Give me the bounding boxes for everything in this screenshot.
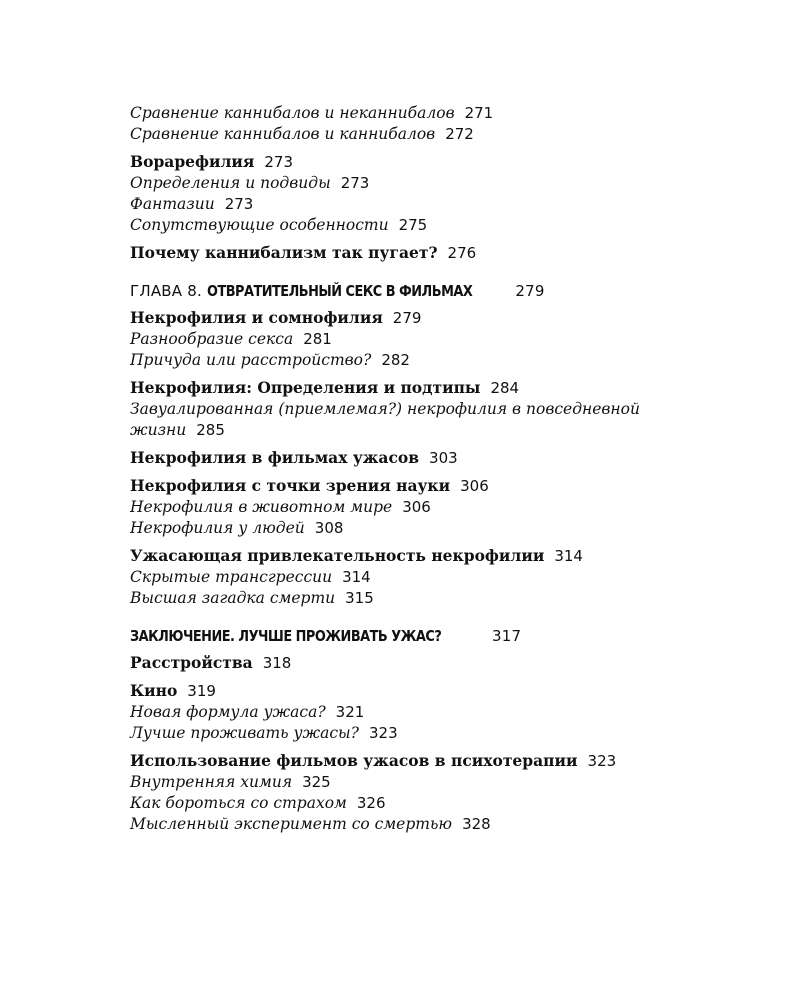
- toc-entry: [130, 350, 710, 371]
- toc-section-title: Некрофилия: Определения и подтипы: [130, 378, 481, 397]
- toc-page-number: 328: [462, 815, 491, 833]
- toc-entry-title: Фантазии: [130, 195, 215, 213]
- toc-page-number: 276: [447, 244, 477, 262]
- toc-page-number: 273: [264, 153, 294, 171]
- toc-page-number: 321: [335, 703, 365, 721]
- toc-page-number: 284: [490, 379, 520, 397]
- toc-section-title: Почему каннибализм так пугает?: [130, 243, 438, 262]
- toc-section: [130, 447, 710, 469]
- toc-section-title: Кино: [130, 681, 178, 700]
- toc-page-number: 325: [302, 773, 331, 791]
- toc-entry-title: Причуда или расстройство?: [130, 351, 372, 369]
- toc-page-number: 326: [356, 794, 386, 812]
- toc-entry-title: Некрофилия в животном мире: [130, 498, 393, 516]
- toc-page-number: 271: [464, 104, 494, 122]
- toc-entry-title: Внутренняя химия: [130, 773, 293, 791]
- toc-entry: [130, 497, 710, 518]
- toc-chapter-heading: [130, 281, 710, 302]
- toc-page-number: 317: [491, 627, 522, 645]
- toc-section: [130, 652, 710, 674]
- toc-section: [130, 377, 710, 399]
- toc-page-number: 314: [554, 547, 583, 565]
- toc-page-number: 318: [262, 654, 292, 672]
- toc-page-number: 285: [196, 421, 225, 439]
- toc-entry: [130, 329, 710, 350]
- toc-section: [130, 475, 710, 497]
- toc-entry-title: Новая формула ужаса?: [130, 703, 326, 721]
- toc-page-number: 275: [398, 216, 428, 234]
- toc-page-number: 323: [368, 724, 398, 742]
- table-of-contents: [130, 103, 710, 835]
- toc-page-number: 315: [345, 589, 374, 607]
- toc-section: [130, 242, 710, 264]
- toc-page-number: 303: [429, 449, 458, 467]
- toc-entry: [130, 772, 710, 793]
- toc-page-number: 272: [445, 125, 474, 143]
- toc-page-number: 279: [515, 282, 545, 300]
- toc-entry: [130, 103, 710, 124]
- toc-page-number: 306: [460, 477, 489, 495]
- toc-entry: [130, 588, 710, 609]
- toc-section-title: Некрофилия с точки зрения науки: [130, 476, 451, 495]
- toc-entry-title: Сравнение каннибалов и неканнибалов: [130, 104, 455, 122]
- toc-entry: [130, 702, 710, 723]
- toc-section-title: Расстройства: [130, 653, 253, 672]
- toc-entry: [130, 194, 710, 215]
- toc-page-number: 282: [381, 351, 410, 369]
- toc-entry-title: Некрофилия у людей: [130, 519, 305, 537]
- toc-section: [130, 750, 710, 772]
- toc-entry: [130, 814, 710, 835]
- toc-entry-title: Определения и подвиды: [130, 174, 331, 192]
- toc-entry: [130, 723, 710, 744]
- chapter-label: ГЛАВА 8.: [130, 282, 202, 300]
- toc-entry-title: Разнообразие секса: [130, 330, 294, 348]
- toc-entry: [130, 567, 710, 588]
- toc-section-title: Использование фильмов ужасов в психотерапии: [130, 751, 578, 770]
- toc-entry-title: Сравнение каннибалов и каннибалов: [130, 125, 436, 143]
- toc-page-number: 273: [224, 195, 254, 213]
- chapter-title: ОТВРАТИТЕЛЬНЫЙ СЕКС В ФИЛЬМАХ: [206, 282, 473, 300]
- toc-entry: [130, 399, 695, 441]
- toc-entry-title: Сопутствующие особенности: [130, 216, 389, 234]
- toc-page-number: 314: [342, 568, 371, 586]
- toc-entry-title: Мысленный эксперимент со смертью: [130, 815, 453, 833]
- toc-entry: [130, 124, 710, 145]
- toc-entry-title: Как бороться со страхом: [130, 794, 347, 812]
- toc-section: [130, 545, 710, 567]
- toc-section: [130, 151, 710, 173]
- toc-section-title: Ворарефилия: [130, 152, 255, 171]
- toc-entry: [130, 173, 710, 194]
- toc-page-number: 323: [587, 752, 617, 770]
- toc-page-number: 319: [187, 682, 216, 700]
- toc-page-number: 281: [303, 330, 332, 348]
- toc-section: [130, 680, 710, 702]
- toc-page-number: 308: [314, 519, 344, 537]
- toc-entry: [130, 215, 710, 236]
- toc-entry-title: Скрытые трансгрессии: [130, 568, 333, 586]
- toc-section-title: Ужасающая привлекательность некрофилии: [130, 546, 545, 565]
- toc-page-number: 273: [340, 174, 370, 192]
- toc-page-number: 306: [402, 498, 431, 516]
- toc-section-title: Некрофилия и сомнофилия: [130, 308, 383, 327]
- toc-section: [130, 307, 710, 329]
- conclusion-title: ЗАКЛЮЧЕНИЕ. ЛУЧШЕ ПРОЖИВАТЬ УЖАС?: [130, 627, 442, 645]
- toc-conclusion-heading: [130, 626, 710, 647]
- toc-page-number: 279: [392, 309, 422, 327]
- toc-entry-title: Завуалированная (приемлемая?) некрофилия в повседневной жизни: [130, 400, 640, 439]
- toc-entry: [130, 793, 710, 814]
- toc-entry-title: Высшая загадка смерти: [130, 589, 336, 607]
- toc-entry: [130, 518, 710, 539]
- toc-section-title: Некрофилия в фильмах ужасов: [130, 448, 420, 467]
- toc-entry-title: Лучше проживать ужасы?: [130, 724, 359, 742]
